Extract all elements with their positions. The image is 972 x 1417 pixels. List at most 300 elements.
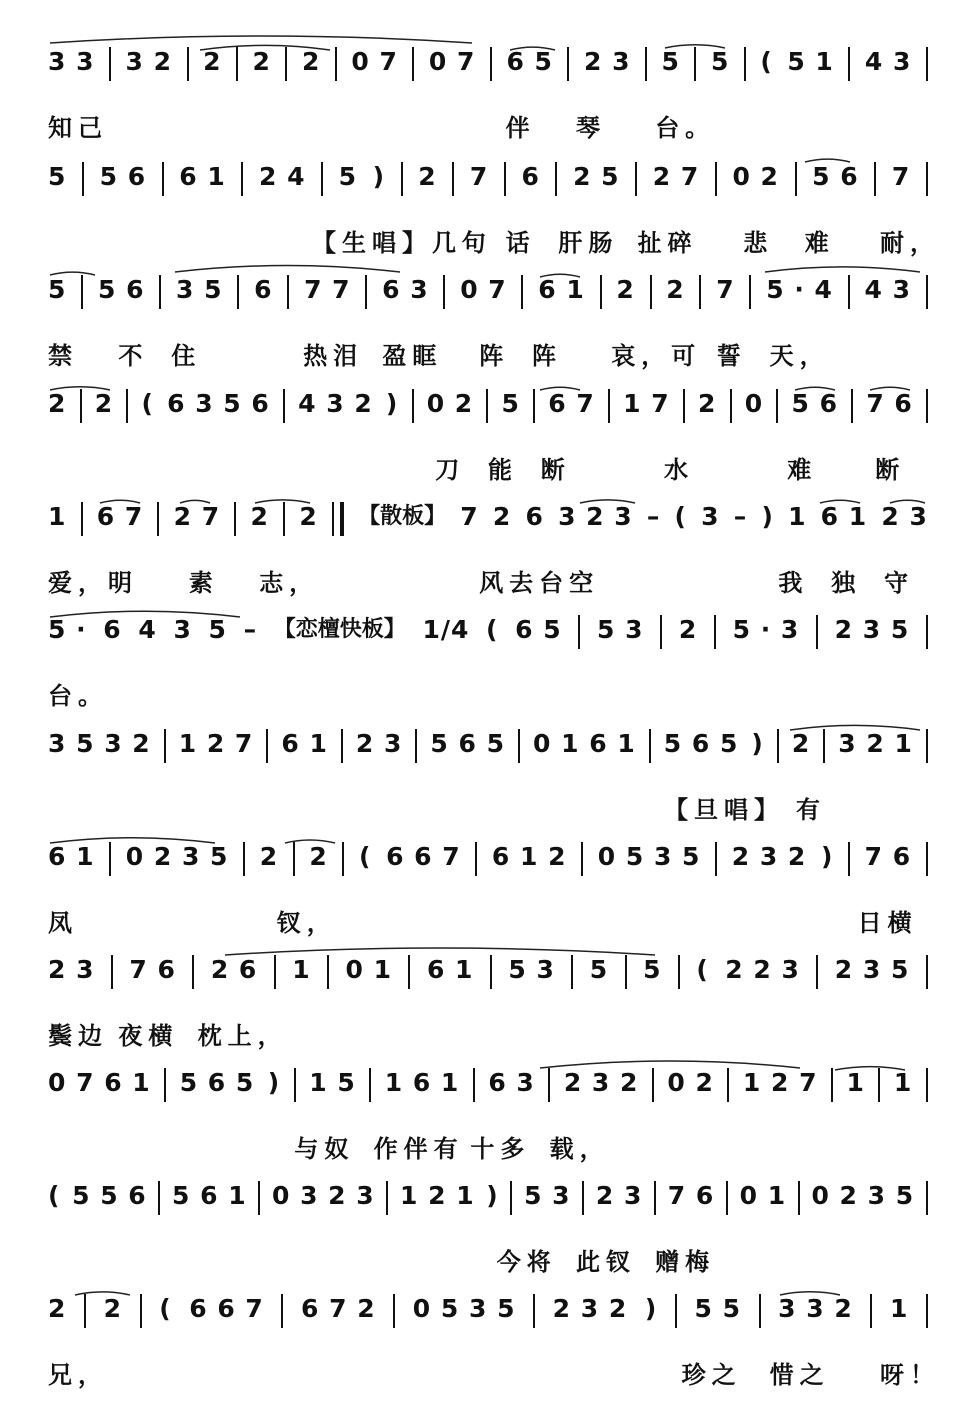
lyric-text: 悲 (743, 229, 774, 257)
notation-row (48, 729, 928, 789)
note-group: 6 1 2 (491, 842, 567, 871)
note-group: 5 (48, 275, 67, 304)
barline (727, 1068, 729, 1102)
score-system (0, 1181, 972, 1291)
notation-row (48, 1294, 928, 1354)
note-group: 7 6 (864, 842, 912, 871)
lyrics-row (48, 228, 940, 258)
score-system (0, 955, 972, 1065)
barline (109, 842, 111, 876)
note-group: 2 (697, 389, 717, 418)
notation-row (48, 615, 928, 675)
tempo-marking: 【散板】 (358, 504, 447, 529)
lyric-text: 爱，明 (48, 569, 138, 597)
note-group: 5 6 5 (663, 729, 739, 758)
note-group: 3 5 (176, 275, 223, 304)
barline (926, 47, 928, 81)
lyric-text: 素 (188, 569, 219, 597)
lyric-text: 话 (505, 229, 536, 257)
barline (281, 1294, 283, 1328)
note-group: 2 (259, 842, 279, 871)
note-group: 5 (661, 47, 680, 76)
barline (81, 502, 83, 536)
note-group: 3 (173, 615, 192, 644)
note-group: – (646, 502, 661, 531)
barline (649, 729, 651, 763)
note-group: 6 3 5 6 (167, 389, 270, 418)
note-group: 2 3 (595, 1181, 643, 1210)
barline (567, 47, 569, 81)
note-group: 6 6 7 (386, 842, 461, 871)
note-group: 2 (678, 615, 698, 644)
note-group: – (243, 615, 258, 644)
note-group: 2 5 (573, 162, 620, 191)
barline (652, 1068, 654, 1102)
note-group: 3 3 (48, 47, 95, 76)
lyric-text: 阵 (532, 342, 562, 370)
note-group: 0 2 3 5 (811, 1181, 915, 1210)
barline (321, 162, 323, 196)
barline (294, 1068, 296, 1102)
barline (608, 389, 610, 423)
barline (571, 955, 573, 989)
barline (126, 389, 128, 423)
note-group: ( (760, 47, 773, 76)
lyric-text: 住 (171, 342, 202, 370)
note-group: 1 5 (309, 1068, 356, 1097)
note-group: 0 2 (732, 162, 779, 191)
barline (714, 615, 716, 649)
barline (730, 389, 732, 423)
barline (816, 955, 818, 989)
note-group: 0 3 2 3 (271, 1181, 375, 1210)
barline (715, 842, 717, 876)
barline (533, 1294, 535, 1328)
lyric-text: 呀！ (880, 1361, 940, 1389)
lyric-text: 【旦唱】 (664, 796, 784, 824)
note-group: 0 (744, 389, 764, 418)
barline (341, 729, 343, 763)
note-group: 2 2 3 (725, 955, 800, 984)
note-group: 7 (469, 162, 489, 191)
note-group: 6 (525, 502, 544, 531)
note-group: 2 7 (652, 162, 700, 191)
barline (283, 502, 285, 536)
note-group: ) (385, 389, 399, 418)
barline (759, 1294, 761, 1328)
note-group: 6 1 (820, 502, 868, 531)
note-group: 2 (616, 275, 635, 304)
lyrics-row (48, 113, 928, 143)
lyric-text: 兄， (48, 1361, 108, 1389)
note-group: 0 1 6 1 (533, 729, 636, 758)
note-group: 2 (103, 1294, 122, 1323)
note-group: 1 7 (623, 389, 670, 418)
lyric-text: 能 (488, 456, 518, 484)
notation-row (48, 162, 928, 222)
note-group: 2 (791, 729, 811, 758)
note-group: 4 (138, 615, 157, 644)
barline (82, 162, 84, 196)
lyrics-row (48, 1247, 928, 1277)
final-barline (332, 502, 344, 536)
barline (926, 389, 928, 423)
note-group: 1 (846, 1068, 865, 1097)
notation-row (48, 955, 928, 1015)
lyric-text: 枕上， (197, 1022, 288, 1050)
barline (831, 1068, 833, 1102)
note-group: 2 (301, 47, 321, 76)
barline (660, 615, 662, 649)
barline (926, 1068, 928, 1102)
barline (490, 955, 492, 989)
lyrics-row (48, 1360, 940, 1390)
note-group: 0 2 (426, 389, 474, 418)
barline (715, 162, 717, 196)
note-group: 2 3 5 (834, 955, 910, 984)
note-group: 4 3 2 (298, 389, 373, 418)
barline (393, 1294, 395, 1328)
barline (848, 47, 850, 81)
barline (581, 842, 583, 876)
lyric-text: 难 (787, 456, 818, 484)
barline (293, 842, 295, 876)
note-group: 6 1 (281, 729, 328, 758)
barline (870, 1294, 872, 1328)
note-group: 6 (103, 615, 122, 644)
note-group: 6 7 (96, 502, 144, 531)
note-group: ( (696, 955, 709, 984)
lyric-text: 断 (540, 456, 571, 484)
note-group: 3 2 3 (558, 502, 633, 531)
barline (236, 47, 238, 81)
note-group: ) (644, 1294, 658, 1323)
lyrics-row (48, 568, 928, 598)
note-group: 5 (589, 955, 609, 984)
note-group: 0 7 (460, 275, 507, 304)
note-group: 2 (94, 389, 114, 418)
note-group: 0 1 (345, 955, 393, 984)
note-group: 5 3 (597, 615, 644, 644)
note-group: ( (159, 1294, 172, 1323)
lyric-text: 我 (778, 569, 809, 597)
note-group: 1 (889, 1294, 909, 1323)
lyric-text: 热泪 (303, 342, 364, 370)
note-group: 5 (710, 47, 730, 76)
barline (678, 955, 680, 989)
lyric-text: 琴 (576, 114, 606, 142)
barline (926, 162, 928, 196)
note-group: 7 (716, 275, 735, 304)
barline (926, 1294, 928, 1328)
barline (408, 955, 410, 989)
barline (582, 1181, 584, 1215)
note-group: 2 (309, 842, 328, 871)
lyric-text: 惜之 (769, 1361, 830, 1389)
note-group: 5 (48, 162, 67, 191)
note-group: 2 3 2 (552, 1294, 628, 1323)
barline (699, 275, 701, 309)
barline (443, 275, 445, 309)
note-group: 5 6 (791, 389, 838, 418)
note-group: 5 (501, 389, 520, 418)
barline (109, 47, 111, 81)
note-group: 2 (203, 47, 222, 76)
barline (816, 615, 818, 649)
note-group: 5 · 3 (732, 615, 800, 644)
score-system (0, 1294, 972, 1404)
barline (285, 47, 287, 81)
barline (504, 162, 506, 196)
score-system (0, 615, 972, 725)
barline (164, 1068, 166, 1102)
lyric-text: 断 (875, 456, 906, 484)
note-group: 4 3 (864, 47, 912, 76)
barline (475, 842, 477, 876)
barline (237, 275, 239, 309)
note-group: ) (820, 842, 834, 871)
barline (473, 1068, 475, 1102)
barline (795, 162, 797, 196)
note-group: 2 4 (258, 162, 306, 191)
note-group: 2 3 (48, 955, 95, 984)
barline (926, 729, 928, 763)
note-group: 1 6 1 (384, 1068, 460, 1097)
lyric-text: 伴 (505, 114, 536, 142)
note-group: ( (48, 1181, 61, 1210)
barline (851, 389, 853, 423)
note-group: 5 6 (812, 162, 859, 191)
lyric-text: 台。 (48, 682, 108, 710)
barline (192, 955, 194, 989)
note-group: 0 7 (351, 47, 398, 76)
barline (187, 47, 189, 81)
notation-row (48, 1181, 928, 1241)
note-group: 1/4 (422, 615, 470, 644)
note-group: 2 3 (881, 502, 928, 531)
barline (258, 1181, 260, 1215)
note-group: 7 7 (304, 275, 351, 304)
note-group: 7 6 (129, 955, 176, 984)
lyric-text: 日横 (857, 909, 918, 937)
barline (777, 729, 779, 763)
barline (878, 1068, 880, 1102)
note-group: 5 1 (787, 47, 834, 76)
note-group: – (733, 502, 748, 531)
lyric-text: 守 (884, 569, 914, 597)
note-group: 5 6 (99, 162, 147, 191)
barline (926, 955, 928, 989)
barline (157, 502, 159, 536)
note-group: 2 (250, 502, 269, 531)
lyric-text: 台。 (655, 114, 716, 142)
note-group: 0 5 3 5 (412, 1294, 516, 1323)
note-group: 5 5 6 (72, 1181, 147, 1210)
note-group: 5 · (48, 615, 87, 644)
lyric-text: 十多 (470, 1135, 531, 1163)
note-group: 6 5 (515, 615, 562, 644)
barline (926, 275, 928, 309)
note-group: 0 5 3 5 (597, 842, 701, 871)
score-system (0, 389, 972, 499)
barline (675, 1294, 677, 1328)
barline (412, 47, 414, 81)
barline (266, 729, 268, 763)
lyric-text: 哀，可 (611, 342, 702, 370)
note-group: 6 (254, 275, 273, 304)
barline (926, 615, 928, 649)
note-group: ) (486, 1181, 499, 1210)
lyric-text: 誓 (716, 342, 747, 370)
notation-row (48, 502, 928, 562)
lyric-text: 阵 (479, 342, 510, 370)
lyric-text: 珍之 (681, 1361, 742, 1389)
barline (412, 389, 414, 423)
notation-row (48, 47, 928, 107)
note-group: 2 3 5 (834, 615, 910, 644)
note-group: 3 (701, 502, 720, 531)
note-group: 2 (48, 389, 67, 418)
score-system (0, 162, 972, 272)
lyric-text: 作伴有 (373, 1135, 464, 1163)
score-system (0, 842, 972, 952)
note-group: 5 (208, 615, 227, 644)
barline (159, 275, 161, 309)
barline (578, 615, 580, 649)
barline (162, 162, 164, 196)
note-group: 5 (338, 162, 358, 191)
tempo-marking: 【恋檀快板】 (273, 617, 406, 642)
score-system (0, 502, 972, 612)
note-group: 6 7 (548, 389, 595, 418)
barline (518, 729, 520, 763)
note-group: 6 (521, 162, 540, 191)
note-group: 5 (643, 955, 662, 984)
lyric-text: 耐， (880, 229, 940, 257)
barline (776, 389, 778, 423)
lyric-text: 有 (796, 796, 826, 824)
note-group: 2 3 (355, 729, 403, 758)
lyric-text: 禁 (48, 342, 78, 370)
barline (635, 162, 637, 196)
note-group: 3 5 3 2 (48, 729, 151, 758)
lyric-text: 夜横 (118, 1022, 179, 1050)
note-group: 0 2 (667, 1068, 714, 1097)
note-group: 0 2 3 5 (125, 842, 229, 871)
barline (625, 955, 627, 989)
lyrics-row (48, 908, 928, 938)
barline (600, 275, 602, 309)
note-group: 7 6 (866, 389, 913, 418)
barline (650, 275, 652, 309)
lyric-text: 此钗 (576, 1248, 636, 1276)
lyric-text: 独 (831, 569, 862, 597)
barline (158, 1181, 160, 1215)
note-group: ( (486, 615, 499, 644)
note-group: 2 (666, 275, 685, 304)
note-group: 2 6 (210, 955, 258, 984)
barline (140, 1294, 142, 1328)
note-group: 3 2 1 (838, 729, 913, 758)
barline (386, 1181, 388, 1215)
notation-row (48, 275, 928, 335)
barline (823, 729, 825, 763)
barline (654, 1181, 656, 1215)
note-group: 1 2 7 (178, 729, 254, 758)
lyric-text: 与奴 (294, 1135, 355, 1163)
lyric-text: 刀 (435, 456, 466, 484)
barline (645, 47, 647, 81)
note-group: 5 6 1 (172, 1181, 247, 1210)
lyrics-row (48, 1134, 928, 1164)
note-group: 0 7 (428, 47, 476, 76)
barline (490, 47, 492, 81)
note-group: 7 6 (667, 1181, 715, 1210)
note-group: 6 6 7 (189, 1294, 264, 1323)
barline (327, 955, 329, 989)
lyric-text: 肝肠 (558, 229, 619, 257)
note-group: 5 6 (97, 275, 145, 304)
note-group: 3 2 (125, 47, 173, 76)
notation-row (48, 1068, 928, 1128)
note-group: ) (372, 162, 386, 191)
note-group: 7 (891, 162, 911, 191)
score-system (0, 729, 972, 839)
lyric-text: 今将 (496, 1248, 557, 1276)
note-group: 6 7 2 (301, 1294, 376, 1323)
note-group: 0 1 (739, 1181, 787, 1210)
barline (335, 47, 337, 81)
notation-row (48, 842, 928, 902)
note-group: 2 7 (173, 502, 221, 531)
barline (274, 955, 276, 989)
note-group: ( (141, 389, 154, 418)
barline (749, 275, 751, 309)
lyric-text: 盈眶 (382, 342, 443, 370)
note-group: 6 1 (48, 842, 95, 871)
lyric-text: 载， (549, 1135, 610, 1163)
lyric-text: 知己 (48, 114, 108, 142)
barline (84, 1294, 86, 1328)
note-group: 1 2 1 (400, 1181, 475, 1210)
note-group: 1 (788, 502, 807, 531)
lyrics-row (48, 1021, 928, 1051)
lyrics-row (48, 681, 928, 711)
lyric-text: 难 (804, 229, 835, 257)
barline (369, 1068, 371, 1102)
barline (694, 47, 696, 81)
note-group: 2 3 2 (731, 842, 807, 871)
note-group: 2 3 (583, 47, 631, 76)
barline (874, 162, 876, 196)
note-group: 4 3 (864, 275, 911, 304)
barline (798, 1181, 800, 1215)
note-group: 6 1 (179, 162, 226, 191)
note-group: 2 (299, 502, 318, 531)
barline (243, 842, 245, 876)
barline (926, 1181, 928, 1215)
barline (521, 275, 523, 309)
note-group: 2 (418, 162, 437, 191)
barline (548, 1068, 550, 1102)
lyric-text: 不 (118, 342, 149, 370)
note-group: 5 6 5 (430, 729, 506, 758)
note-group: 5 3 (508, 955, 555, 984)
note-group: 0 7 6 1 (48, 1068, 151, 1097)
barline (486, 389, 488, 423)
note-group: 5 · 4 (766, 275, 833, 304)
note-group: 2 (492, 502, 512, 531)
